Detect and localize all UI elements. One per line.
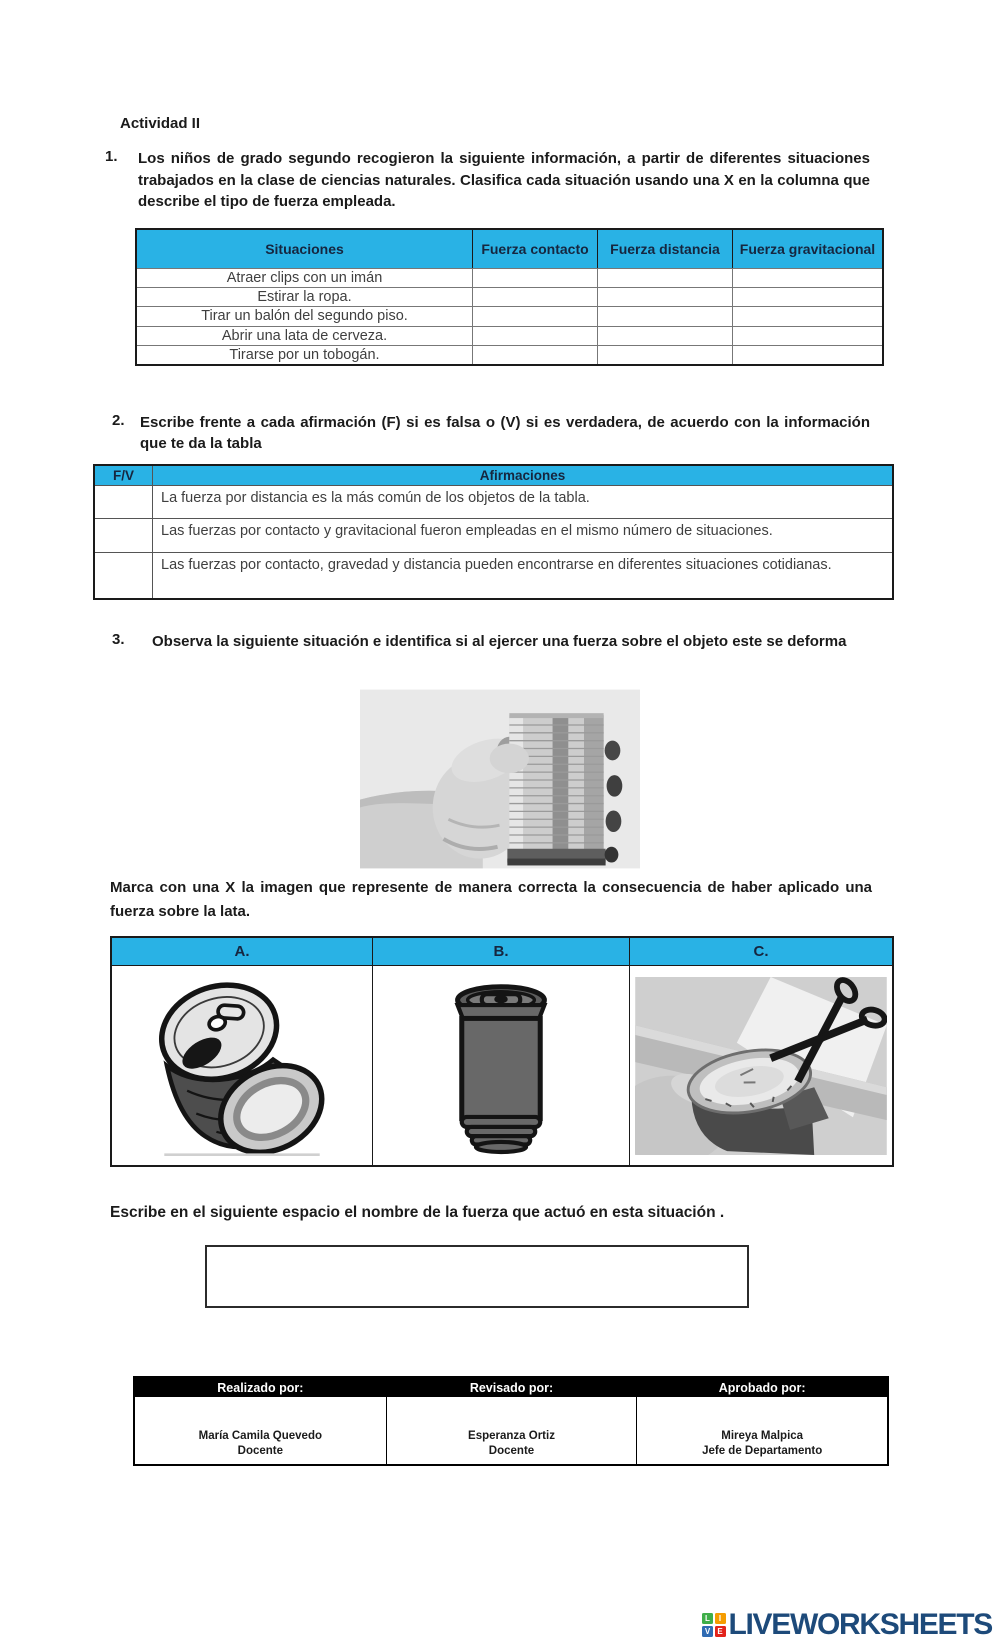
liveworksheets-logo-icon bbox=[702, 1613, 726, 1637]
situation-label: Estirar la ropa. bbox=[137, 287, 472, 306]
approval-signature bbox=[636, 1397, 887, 1464]
approval-signature bbox=[386, 1397, 637, 1464]
approval-header-revisado: Revisado por: bbox=[386, 1378, 637, 1397]
forces-table bbox=[135, 228, 884, 366]
liveworksheets-logo[interactable] bbox=[702, 1608, 992, 1642]
statement-text: La fuerza por distancia es la más común de los objetos de la tabla. bbox=[152, 485, 892, 518]
options-table bbox=[110, 936, 894, 1167]
fv-answer-cell[interactable] bbox=[95, 518, 152, 552]
page-title: Actividad II bbox=[120, 115, 201, 132]
answer-cell-distancia[interactable] bbox=[597, 287, 732, 306]
logo-wordmark: LIVEWORKSHEETS bbox=[728, 1608, 992, 1641]
mark-instruction-text: Marca con una X la imagen que represente de manera correcta la consecuencia de haber aplicado una fuerza sobre la lata. bbox=[110, 879, 872, 920]
approval-signature bbox=[135, 1397, 386, 1464]
forces-header-situaciones: Situaciones bbox=[137, 230, 472, 268]
approval-header-realizado: Realizado por: bbox=[135, 1378, 386, 1397]
option-a-crushed-can-image[interactable] bbox=[112, 965, 372, 1165]
fv-answer-cell[interactable] bbox=[95, 485, 152, 518]
answer-cell-gravitacional[interactable] bbox=[732, 268, 882, 287]
situation-label: Tirarse por un tobogán. bbox=[137, 345, 472, 364]
approver-role: Docente bbox=[237, 1445, 284, 1458]
q3-number: 3. bbox=[112, 631, 125, 648]
statement-text: Las fuerzas por contacto, gravedad y distancia pueden encontrarse en diferentes situaciones cotidianas. bbox=[152, 552, 892, 598]
answer-cell-distancia[interactable] bbox=[597, 345, 732, 364]
logo-tile-i: I bbox=[715, 1613, 726, 1624]
q2-number: 2. bbox=[112, 412, 125, 429]
answer-cell-gravitacional[interactable] bbox=[732, 306, 882, 325]
statements-header-afirmaciones: Afirmaciones bbox=[152, 466, 892, 485]
answer-cell-contacto[interactable] bbox=[472, 326, 597, 345]
answer-cell-distancia[interactable] bbox=[597, 326, 732, 345]
approver-role: Docente bbox=[488, 1445, 535, 1458]
statements-header-fv: F/V bbox=[95, 466, 152, 485]
q1-text: Los niños de grado segundo recogieron la siguiente información, a partir de diferentes situaciones trabajados en la clase de ciencias naturales. Clasifica cada situación usando una X en la columna que describe el tipo de fuerza empleada. bbox=[138, 150, 870, 210]
approver-name: Mireya Malpica bbox=[721, 1430, 804, 1443]
approval-table bbox=[133, 1376, 889, 1466]
fv-answer-cell[interactable] bbox=[95, 552, 152, 598]
answer-cell-distancia[interactable] bbox=[597, 268, 732, 287]
option-header-c: C. bbox=[629, 938, 892, 965]
hand-squeezing-can-image bbox=[360, 688, 640, 870]
option-b-intact-can-image[interactable] bbox=[372, 965, 629, 1165]
answer-cell-gravitacional[interactable] bbox=[732, 326, 882, 345]
option-c-cutting-can-image[interactable] bbox=[629, 965, 892, 1165]
answer-cell-gravitacional[interactable] bbox=[732, 287, 882, 306]
answer-cell-contacto[interactable] bbox=[472, 287, 597, 306]
answer-cell-contacto[interactable] bbox=[472, 268, 597, 287]
option-header-b: B. bbox=[372, 938, 629, 965]
statements-table bbox=[93, 464, 894, 600]
situation-label: Abrir una lata de cerveza. bbox=[137, 326, 472, 345]
q1-number: 1. bbox=[105, 148, 118, 165]
answer-cell-distancia[interactable] bbox=[597, 306, 732, 325]
q3-text: Observa la siguiente situación e identifica si al ejercer una fuerza sobre el objeto este se deforma bbox=[152, 633, 847, 650]
forces-header-gravitacional: Fuerza gravitacional bbox=[732, 230, 882, 268]
forces-header-contacto: Fuerza contacto bbox=[472, 230, 597, 268]
approver-role: Jefe de Departamento bbox=[702, 1445, 823, 1458]
approval-header-aprobado: Aprobado por: bbox=[636, 1378, 887, 1397]
statement-text: Las fuerzas por contacto y gravitacional fueron empleadas en el mismo número de situaciones. bbox=[152, 518, 892, 552]
logo-tile-v: V bbox=[702, 1626, 713, 1637]
situation-label: Atraer clips con un imán bbox=[137, 268, 472, 287]
force-name-answer-box[interactable] bbox=[205, 1245, 749, 1308]
q2-text: Escribe frente a cada afirmación (F) si es falsa o (V) si es verdadera, de acuerdo con la información que te da la tabla bbox=[140, 414, 870, 452]
forces-header-distancia: Fuerza distancia bbox=[597, 230, 732, 268]
answer-cell-gravitacional[interactable] bbox=[732, 345, 882, 364]
approver-name: Esperanza Ortiz bbox=[468, 1430, 555, 1443]
logo-tile-e: E bbox=[715, 1626, 726, 1637]
option-header-a: A. bbox=[112, 938, 372, 965]
write-instruction-text: Escribe en el siguiente espacio el nombre de la fuerza que actuó en esta situación . bbox=[110, 1204, 725, 1221]
answer-cell-contacto[interactable] bbox=[472, 345, 597, 364]
approver-name: María Camila Quevedo bbox=[198, 1430, 322, 1443]
answer-cell-contacto[interactable] bbox=[472, 306, 597, 325]
situation-label: Tirar un balón del segundo piso. bbox=[137, 306, 472, 325]
logo-tile-l: L bbox=[702, 1613, 713, 1624]
